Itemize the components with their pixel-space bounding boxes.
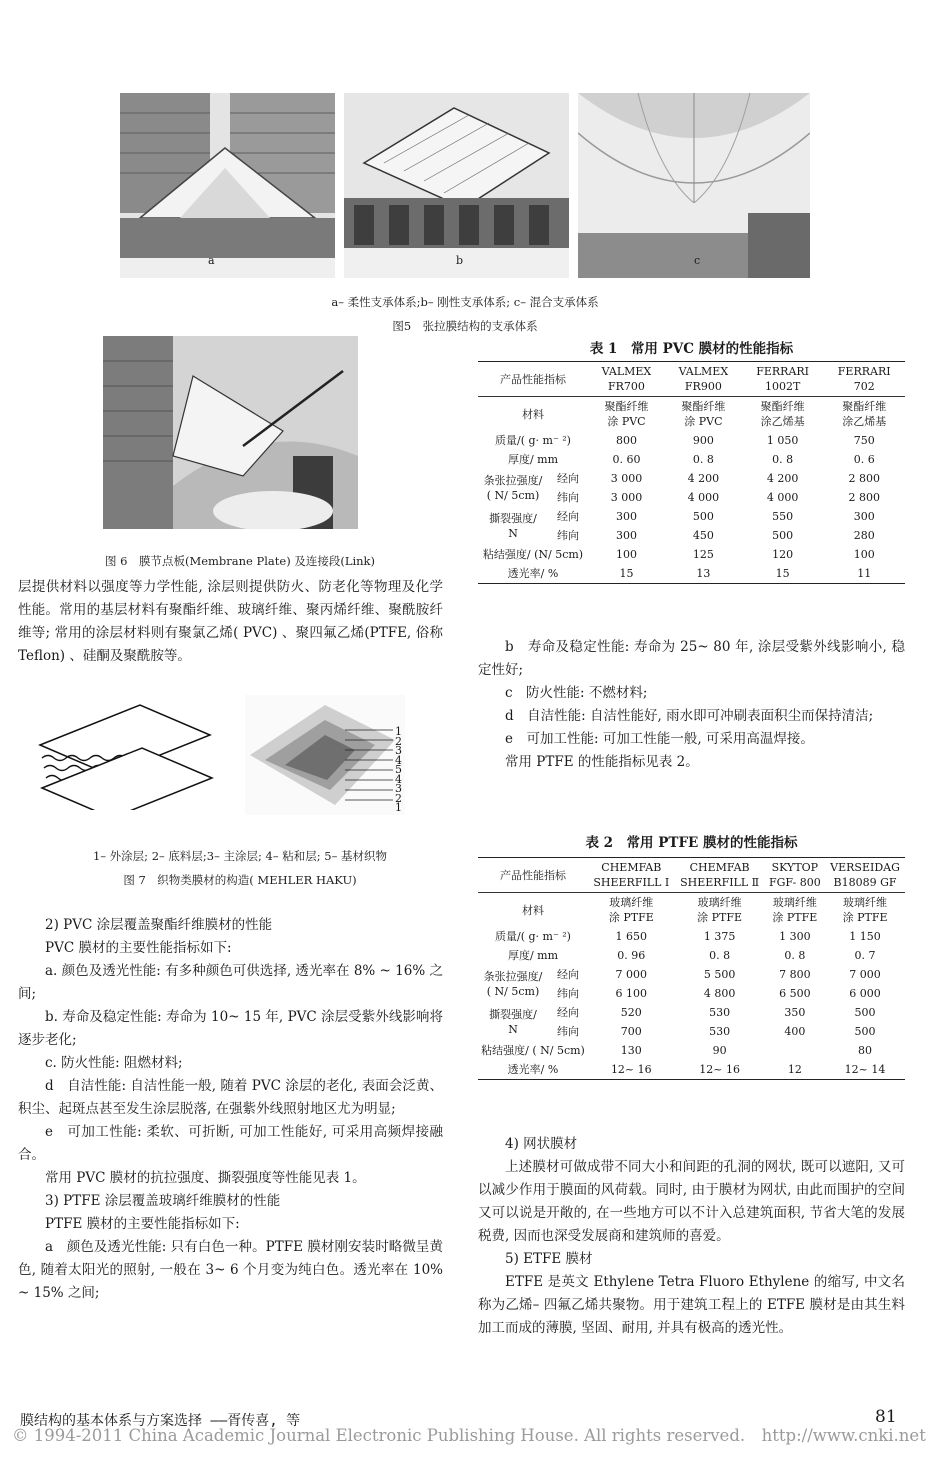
right-paragraph: 常用 PTFE 的性能指标见表 2。 — [505, 754, 699, 770]
table1-row-label: 厚度/ mm — [507, 453, 559, 466]
table1-cell: 0. 8 — [772, 453, 794, 466]
running-title: 膜结构的基本体系与方案选择 ——胥传喜, 等 — [20, 1413, 301, 1429]
table2-cell: 700 — [620, 1025, 642, 1038]
table2-cell: 350 — [784, 1006, 806, 1019]
page-number: 81 — [875, 1407, 897, 1427]
table1-sub-label: 经向 — [557, 510, 579, 523]
table1-row-label: 条张拉强度/ ( N/ 5cm) — [483, 474, 543, 502]
table1-col-header: FERRARI 1002T — [742, 362, 824, 397]
table2-sub-label: 纬向 — [557, 1025, 579, 1038]
table1-sub-label: 纬向 — [557, 529, 579, 542]
table1-row-label: 质量/( g· m⁻ ²) — [495, 434, 571, 447]
right-paragraph: c 防火性能: 不燃材料; — [505, 685, 648, 701]
right-paragraph: ETFE 是英文 Ethylene Tetra Fluoro Ethylene 的缩写, 中文名称为乙烯– 四氟乙烯共聚物。用于建筑工程上的 ETFE 膜材是由其生料加工而成的薄膜, 坚固、耐用, 并具有极高的透光性。 — [478, 1274, 905, 1336]
table1-cell: 750 — [853, 434, 875, 447]
table2-cell: 12~ 14 — [825, 1060, 905, 1080]
table2-cell: 12~ 16 — [588, 1060, 675, 1080]
table2-cell: 530 — [709, 1006, 731, 1019]
left-paragraph: 3) PTFE 涂层覆盖玻璃纤维膜材的性能 — [45, 1193, 281, 1209]
figure5-caption: 图5 张拉膜结构的支承体系 — [392, 319, 538, 333]
table2-cell: 玻璃纤维 涂 PTFE — [842, 896, 888, 924]
figure5-photo-c — [578, 93, 810, 278]
left-paragraph: 2) PVC 涂层覆盖聚酯纤维膜材的性能 — [45, 917, 273, 933]
table2-cell: 80 — [858, 1044, 873, 1057]
table2-sub-label: 经向 — [557, 1006, 579, 1019]
table2-cell: 0. 8 — [784, 949, 806, 962]
table2-cell: 400 — [784, 1025, 806, 1038]
table2-cell: 7 000 — [849, 968, 881, 981]
figure5-photo-a — [120, 93, 335, 278]
table2-cell: 玻璃纤维 涂 PTFE — [772, 896, 818, 924]
table1-cell: 2 800 — [848, 472, 880, 485]
table1-title: 表 1 常用 PVC 膜材的性能指标 — [589, 341, 794, 357]
table2-row-label: 撕裂强度/ N — [489, 1008, 537, 1036]
left-paragraph: c. 防火性能: 阻燃材料; — [45, 1055, 183, 1071]
table2-cell: 500 — [854, 1006, 876, 1019]
figure5-photo-b — [344, 93, 569, 278]
table2-row-label: 材料 — [522, 903, 544, 917]
table1-cell: 0. 8 — [692, 453, 714, 466]
table1-cell: 聚酯纤维 涂 PVC — [681, 400, 726, 428]
table1-cell: 300 — [615, 510, 637, 523]
table2 — [478, 857, 905, 1080]
table2-cell: 6 500 — [779, 987, 811, 1000]
table2-cell: 7 800 — [779, 968, 811, 981]
table2-header-label: 产品性能指标 — [478, 858, 588, 893]
table1-cell: 聚酯纤维 涂乙烯基 — [842, 400, 887, 428]
table2-cell: 玻璃纤维 涂 PTFE — [608, 896, 654, 924]
table1-cell: 4 000 — [766, 491, 799, 504]
left-paragraph: b. 寿命及稳定性能: 寿命为 10~ 15 年, PVC 涂层受紫外线影响将逐步老化; — [18, 1009, 443, 1048]
table1-sub-label: 纬向 — [557, 491, 579, 504]
table2-cell: 玻璃纤维 涂 PTFE — [697, 896, 743, 924]
table1-cell: 4 000 — [687, 491, 720, 504]
right-paragraph: d 自洁性能: 自洁性能好, 雨水即可冲刷表面积尘而保持清洁; — [505, 708, 874, 724]
figure7-num: 4 — [395, 772, 402, 786]
table2-col-header: CHEMFAB SHEERFILL Ⅰ — [588, 858, 675, 893]
table2-sub-label: 经向 — [557, 968, 579, 981]
table1-cell: 0. 60 — [612, 453, 641, 466]
left-paragraph: 常用 PVC 膜材的抗拉强度、撕裂强度等性能见表 1。 — [45, 1170, 366, 1186]
right-paragraph: 5) ETFE 膜材 — [505, 1251, 593, 1267]
right-column-body-2 — [478, 1133, 905, 1340]
table2-cell: 0. 8 — [709, 949, 731, 962]
table2-cell: 4 800 — [703, 987, 736, 1000]
table1-cell: 550 — [772, 510, 794, 523]
figure7-layers-diagram — [30, 700, 220, 810]
table2-sub-label: 纬向 — [557, 987, 579, 1000]
table1-col-header: VALMEX FR700 — [588, 362, 665, 397]
figure5-label-b: b — [456, 254, 464, 267]
table2-cell: 0. 96 — [617, 949, 646, 962]
table1-cell: 500 — [692, 510, 714, 523]
right-column-body-1 — [478, 636, 905, 774]
table1-cell: 1 050 — [766, 434, 799, 447]
table1-row-label: 材料 — [522, 407, 544, 421]
figure6-photo — [103, 336, 358, 529]
table1-cell: 3 000 — [610, 491, 643, 504]
table2-col-header: CHEMFAB SHEERFILL Ⅱ — [675, 858, 765, 893]
table1-cell: 4 200 — [766, 472, 799, 485]
table2-cell: 1 375 — [703, 930, 736, 943]
table2-col-header: VERSEIDAG B18089 GF — [825, 858, 905, 893]
right-paragraph: 上述膜材可做成带不同大小和间距的孔洞的网状, 既可以遮阳, 又可以减少作用于膜面的风荷载。同时, 由于膜材为网状, 由此而围护的空间又可以说是开敞的, 在一些地方可以不计入总建筑面积, 节省大笔的发展税费, 因而也深受发展商和建筑师的喜爱。 — [478, 1159, 905, 1244]
table2-row-label: 透光率/ % — [478, 1060, 588, 1080]
table1-cell: 300 — [853, 510, 875, 523]
table2-cell: 6 100 — [615, 987, 648, 1000]
left-paragraph-intro-text: 层提供材料以强度等力学性能, 涂层则提供防火、防老化等物理及化学性能。常用的基层材料有聚酯纤维、玻璃纤维、聚丙烯纤维、聚酰胺纤维等; 常用的涂层材料则有聚氯乙烯( PVC) 、聚四氟乙烯(PTFE, 俗称 Teflon) 、硅酮及聚酰胺等。 — [18, 579, 443, 664]
left-paragraph: PVC 膜材的主要性能指标如下: — [45, 940, 232, 956]
table1-row-label: 粘结强度/ (N/ 5cm) — [482, 548, 584, 561]
figure7-num: 1 — [395, 801, 402, 814]
table1-cell: 280 — [853, 529, 875, 542]
figure7-num: 3 — [395, 744, 402, 757]
table1-cell: 100 — [853, 548, 875, 561]
table2-title: 表 2 常用 PTFE 膜材的性能指标 — [585, 835, 798, 851]
figure5-label-a: a — [208, 254, 215, 267]
table2-cell: 90 — [712, 1044, 727, 1057]
table2-row-label: 条张拉强度/ ( N/ 5cm) — [483, 970, 543, 998]
left-paragraph-intro — [18, 576, 443, 668]
table1-cell: 聚酯纤维 涂 PVC — [604, 400, 649, 428]
table1-cell: 聚酯纤维 涂乙烯基 — [760, 400, 805, 428]
table1-cell: 15 — [588, 564, 665, 584]
right-paragraph: e 可加工性能: 可加工性能一般, 可采用高温焊接。 — [505, 731, 814, 747]
table1-col-header: VALMEX FR900 — [665, 362, 742, 397]
left-paragraph: d 自洁性能: 自洁性能一般, 随着 PVC 涂层的老化, 表面会泛黄、积尘、起斑点甚至发生涂层脱落, 在强紫外线照射地区尤为明显; — [18, 1078, 443, 1117]
table2-cell: 500 — [854, 1025, 876, 1038]
table2-cell: 6 000 — [849, 987, 881, 1000]
table2-cell: 530 — [709, 1025, 731, 1038]
table1-cell: 500 — [772, 529, 794, 542]
figure7-num: 5 — [395, 763, 402, 776]
figure7-num: 3 — [395, 782, 402, 795]
figure6-caption: 图 6 膜节点板(Membrane Plate) 及连接段(Link) — [104, 554, 376, 568]
table1-cell: 900 — [692, 434, 714, 447]
left-paragraph: e 可加工性能: 柔软、可折断, 可加工性能好, 可采用高频焊接融合。 — [18, 1124, 443, 1163]
table2-cell: 5 500 — [703, 968, 736, 981]
table2-cell: 0. 7 — [854, 949, 876, 962]
table1-cell: 300 — [615, 529, 637, 542]
table2-cell: 130 — [620, 1044, 642, 1057]
table2-cell: 520 — [620, 1006, 642, 1019]
table1 — [478, 361, 905, 584]
table1-cell: 100 — [615, 548, 637, 561]
table2-row-label: 厚度/ mm — [507, 949, 559, 962]
figure7-num: 2 — [395, 791, 402, 805]
figure7-section-photo — [245, 695, 405, 815]
figure5-subcaption: a– 柔性支承体系;b– 刚性支承体系; c– 混合支承体系 — [331, 295, 599, 309]
table2-cell: 7 000 — [615, 968, 648, 981]
table2-cell — [765, 1041, 825, 1060]
table1-cell: 2 800 — [848, 491, 880, 504]
table2-cell: 12~ 16 — [675, 1060, 765, 1080]
table1-cell: 11 — [823, 564, 905, 584]
table2-cell: 12 — [765, 1060, 825, 1080]
table1-header-label: 产品性能指标 — [478, 362, 588, 397]
table1-cell: 3 000 — [610, 472, 643, 485]
left-paragraph: a 颜色及透光性能: 只有白色一种。PTFE 膜材刚安装时略微呈黄色, 随着太阳光的照射, 一般在 3~ 6 个月变为纯白色。透光率在 10% ~ 15% 之间; — [18, 1239, 443, 1301]
table2-cell: 1 300 — [779, 930, 811, 943]
table1-cell: 13 — [665, 564, 742, 584]
table2-cell: 1 650 — [615, 930, 648, 943]
table2-row-label: 质量/( g· m⁻ ²) — [495, 930, 571, 943]
left-column-body — [18, 914, 443, 1305]
table1-row-label: 撕裂强度/ N — [489, 512, 537, 540]
table1-col-header: FERRARI 702 — [823, 362, 905, 397]
figure7-num: 1 — [395, 725, 402, 738]
table1-cell: 120 — [772, 548, 794, 561]
table1-cell: 0. 6 — [853, 453, 875, 466]
right-paragraph: 4) 网状膜材 — [505, 1136, 578, 1152]
left-paragraph: PTFE 膜材的主要性能指标如下: — [45, 1216, 240, 1232]
right-paragraph: b 寿命及稳定性能: 寿命为 25~ 80 年, 涂层受紫外线影响小, 稳定性好; — [478, 639, 905, 678]
figure7-legend-numbers — [395, 727, 409, 813]
figure7-num: 4 — [395, 753, 402, 767]
figure7-caption: 图 7 织物类膜材的构造( MEHLER HAKU) — [123, 873, 357, 887]
left-paragraph: a. 颜色及透光性能: 有多种颜色可供选择, 透光率在 8% ~ 16% 之间; — [18, 963, 443, 1002]
table2-row-label: 粘结强度/ ( N/ 5cm) — [481, 1044, 585, 1057]
figure5-label-c: c — [694, 254, 701, 267]
table2-col-header: SKYTOP FGF- 800 — [765, 858, 825, 893]
table1-row-label: 透光率/ % — [478, 564, 588, 584]
copyright-watermark: © 1994-2011 China Academic Journal Electronic Publishing House. All rights reserved. http://www.cnki.net — [12, 1426, 926, 1445]
table1-cell: 4 200 — [687, 472, 720, 485]
table1-cell: 450 — [692, 529, 714, 542]
table1-cell: 15 — [742, 564, 824, 584]
figure7-subcaption: 1– 外涂层; 2– 底料层;3– 主涂层; 4– 粘和层; 5– 基材织物 — [92, 849, 388, 863]
table1-sub-label: 经向 — [557, 472, 579, 485]
figure7-num: 2 — [395, 734, 402, 748]
table1-cell: 125 — [692, 548, 714, 561]
table2-cell: 1 150 — [849, 930, 881, 943]
table1-cell: 800 — [615, 434, 637, 447]
